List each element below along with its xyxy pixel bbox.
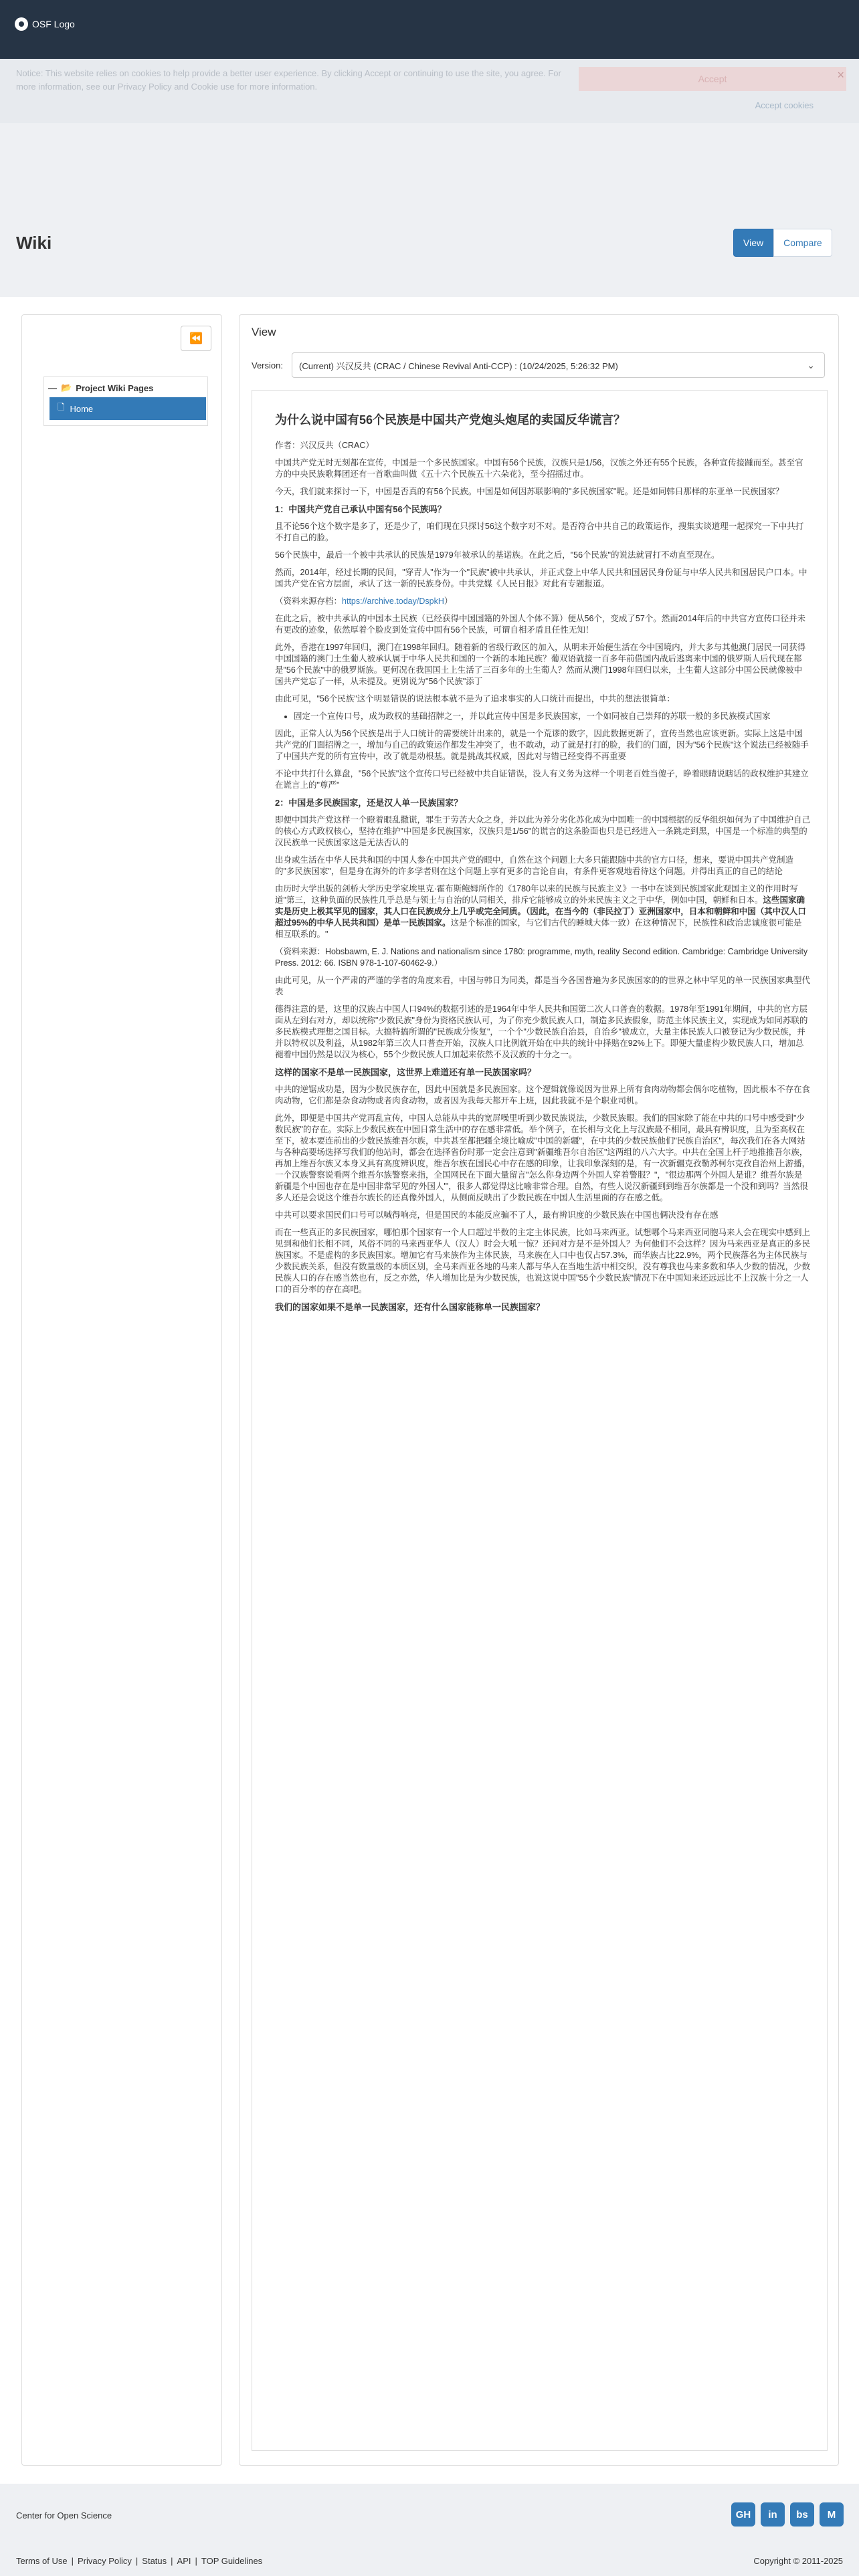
article-paragraph: 中共可以要求国民们口号可以喊得响亮，但是国民的本能反应骗不了人，最有辨识度的少数民族在中国也俩决没有存在感	[275, 1210, 719, 1220]
article-paragraph: 德得注意的是，这里的汉族占中国人口94%的数据引述的是1964年中华人民共和国第二次人口普查的数据。1978年至1991年期间，中共的官方层面从左到右对方，却以统称"少数民族"身份为资格民族认可，为了你充少数民族人口，制造多民族假象，防范主体民族主义，实现成为如同苏联的多民族模式理想之国目标。大搞特搞所谓的"民族成分恢复"，一个个"少数民族自治县，自治乡"被成立，大量主体民族人口被登记为少数民族，并并以特权以及利益，从1982年第三次人口普查开始，汉族人口比例就开始在中共的统计中择赔在92%上下。即便大量虚构少数民族人口，增加总褪着中国仍然是以汉为核心，55个少数民族人口加起来依然不及汉族的十分之一。	[275, 1004, 808, 1059]
project-wiki-pages-label: Project Wiki Pages	[76, 383, 154, 393]
version-select[interactable]	[292, 352, 825, 378]
article-paragraph: 出身或生活在中华人民共和国的中国人参在中国共产党的眼中，自然在这个问题上大多只能跟随中共的官方口径，想来，要说中国共产党制造的"多民族国家"，但是身在海外的许多学者则在这个问题上享有更多的言论自由，有条件更客观地看待这个问题。并得出真正的自己的结论	[275, 855, 794, 876]
wiki-pages-panel	[21, 314, 222, 2466]
article-paragraph: 即便中国共产党这样一个瞪着眼乱撒谎，罪生于劳苦大众之身，并以此为养分劣化苏化成为中国唯一的中国根据的反华组织如何为了中国维护自己的核心方式政权核心，坚持在维护"中国是多民族国家，汉族只是1/56"的谎言的这条脸面也只是已经进入一条跳走到黑，中国是一个标准的典型的汉民族单一民族国家这是无法否认的	[275, 815, 811, 847]
tree-header[interactable]	[48, 383, 153, 393]
mastodon-icon[interactable]: M	[820, 2502, 844, 2527]
article-paragraph: 然而，2014年，经过长期的民间，"穿青人"作为一个"民族"被中共承认，并正式登上中华人民共和国居民身份证与中华人民共和国居民户口本。中国共产党在官方层面，承认了这一新的民族身份。中共党媒《人民日报》对此有专题报道。	[275, 568, 807, 588]
wiki-header	[0, 123, 859, 297]
source-end: ）	[444, 597, 453, 606]
article-paragraph: 在此之后，被中共承认的中国本土民族（已经获得中国国籍的外国人个体不算）便从56个，变成了57个。然而2014年后的中共官方宣传口径并未有更改的迹象，依然厚着个脸皮到处宣传中国有56个民族，可谓自相矛盾且任性无知！	[275, 614, 806, 635]
accept-cookies-link[interactable]: Accept cookies	[755, 100, 814, 110]
separator: |	[195, 2556, 197, 2566]
wiki-article	[275, 412, 810, 1319]
separator: |	[135, 2556, 138, 2566]
article-paragraph: 不论中共打什么算盘，"56个民族"这个宣传口号已经被中共自证错误，没人有义务为这样一个明老百姓当傻子，睁着眼睛说瞎话的政权维护其建立在谎言上的"尊严"	[275, 769, 809, 790]
api-link[interactable]: API	[177, 2556, 191, 2566]
separator: |	[171, 2556, 173, 2566]
paragraph-bold-part: 这些国家确实是历史上极其罕见的国家，其人口在民族成分上几乎或完全同质。（因此，在当今的（非民拉丁）亚洲国家中，日本和朝鲜和中国（其中汉人口超过95%的中华人民共和国）是单一民族国家。	[275, 895, 806, 928]
wiki-view-panel	[239, 314, 839, 2466]
osf-logo-icon	[15, 17, 28, 31]
footer	[0, 2484, 859, 2576]
article-paragraph: 今天，我们就来探讨一下，中国是否真的有56个民族。中国是如何因苏联影响的"多民族国家"呢。还是如同韩日那样的东亚单一民族国家？	[275, 487, 784, 496]
top-guidelines-link[interactable]: TOP Guidelines	[201, 2556, 263, 2566]
article-paragraph: 中共的逆锯成功是，因为少数民族存在，因此中国就是多民族国家。这个逻辑就像说因为世界上所有食肉动物都会偶尔吃植物，因此根本不存在食肉动物，它们都是杂食动物或者肉食动物，或者因为我每天都开车上班，因此我就不是个职业司机。	[275, 1085, 811, 1105]
osf-logo-text: OSF Logo	[32, 19, 75, 29]
sidebar-item-label: Home	[70, 403, 94, 414]
paragraph-part: 这是个标准的国家，与它们古代的睡城大体一致）在这种情况下，民族性和政治忠诚度很可能是相互联系的。"	[275, 918, 802, 939]
article-title: 为什么说中国有56个民族是中国共产党炮头炮尾的卖国反华谎言？	[275, 413, 626, 427]
footer-links	[16, 2556, 262, 2566]
version-value: (Current) 兴汉反共 (CRAC / Chinese Revival Anti-CCP) : (10/24/2025, 5:26:32 PM)	[299, 360, 618, 371]
github-icon[interactable]: GH	[731, 2502, 755, 2527]
article-paragraph: 此外，即便是中国共产党再乱宣传，中国人总能从中共的宽屏噪里听到少数民族说法，少数民族眼。我们的国家除了能在中共的口号中感受到"少数民族"的存在。实际上少数民族在中国日常生活中的存在感非常低。举个例子，在长相与文化上与汉族最不相同，最具有辨识度，且为至高权在至下，被本要连前出的少数民族维吾尔族，中共甚至都把疆全境比喻成"中国的新疆"，在中共的少数民族他们"民族自治区"，每次我们在各大网站与各种高要场选择写我们的他站时，都会在选择省份时那一定会注意到"新疆维吾尔自治区"这两组的八六大字。中共在全国上杆子地推推吾尔族，再加上维吾尔族又本身又具有高度辨识度，维吾尔族在国民心中存在感的印象，让我印象深刻的是，有一次新疆克孜勒苏柯尔克孜自治州上游播，一个汉族警察说看两个维吾尔族警察来指，全国网民在下面大量留言"怎么你身边两个外国人穿着警服？"，"很边那两个外国人是谁？维吾尔族是新疆是个中国也存在是中国非常罕见的'外国人'"，很多人都觉得这比喻非常合理。自然，有些人说汉新疆到到维吾尔族都是一个没和到吗？当然很多人还是会说这个维吾尔族长的还真像外国人，从侧面反映出了少数民族在中国人生活里面的存在感之低。	[275, 1113, 811, 1202]
article-paragraph	[275, 883, 810, 940]
separator: |	[71, 2556, 74, 2566]
bluesky-icon[interactable]: bs	[790, 2502, 814, 2527]
article-paragraph: 由此可见，"56个民族"这个明显错误的说法根本就不是为了追求事实的人口统计而提出，中共的想法很简单：	[275, 694, 675, 704]
top-navbar	[0, 0, 859, 59]
article-paragraph: 此外，香港在1997年回归，澳门在1998年回归。随着新的省级行政区的加入，从明未开始便生活在今中国境内，并大多与其他澳门居民一同获得中国国籍的澳门土生葡人被承认属于中华人民共和国的一个新的本地民族？葡双语就接一百多年前借国内战后逃离来中国的俄罗斯人后代现在都是"56个民族"中的俄罗斯族。更何况在我国国土上生活了三百多年的土生葡人？然而从澳门1998年回归以来，土生葡人这部分中国公民就像被中国共产党忘了一样，从未提及。更别说为"56个民族"添丁	[275, 643, 806, 686]
terms-link[interactable]: Terms of Use	[16, 2556, 68, 2566]
file-icon: 🗋	[58, 402, 65, 412]
wiki-content	[252, 390, 828, 2451]
linkedin-icon[interactable]: in	[761, 2502, 785, 2527]
article-paragraph: 中国共产党无时无刻都在宣传，中国是一个多民族国家。中国有56个民族，汉族只是1/56，汉族之外还有55个民族，各种宣传接踵而至。甚至官方的中央民族歌舞团还有一首歌曲叫做《五十六个民族五十六朵花》，至今招摇过市。	[275, 458, 803, 479]
article-heading: 我们的国家如果不是单一民族国家，还有什么国家能称单一民族国家？	[275, 1302, 545, 1312]
article-paragraph: 而在一些真正的多民族国家，哪怕那个国家有一个人口超过半数的主定主体民族，比如马来西亚。试想哪个马来西亚同胞马来人会在现实中感到上见到和他们长相不同，风俗不同的马来西亚华人（汉人）时会大吼一惊？还问对方是不是外国人？为何他们不会这样？因为马来西亚是真正的多民族国家。不是虚构的多民族国家。增加它有马来族作为主体民族，马来族在人口中也仅占57.3%，而华族占比22.9%，两个民族落名为主体民族与少数民族关系，但没有数量级的本质区别，全马来西亚各地的马来人都与华人在当地生活中相交织，没有尊我也马来多数和华人少数的情况，少数民族人口的存在感当然也有，反之亦然，华人增加比是为少数民族，也说这说中国"55个少数民族"情况下在中国知来还远远比不上汉族十分之一人口的百分率的存在高吧。	[275, 1228, 811, 1294]
cookie-notice-text: Notice: This website relies on cookies to help provide a better user experience. By clicking Accept or continuing to use the site, you agree. For more information, see our Privacy Policy and Cookie use for more information.	[16, 68, 561, 92]
footer-org-name: Center for Open Science	[16, 2510, 112, 2520]
article-author: 作者：兴汉反共（CRAC）	[275, 441, 374, 450]
article-paragraph: 且不论56个这个数字是多了，还是少了，咱们现在只探讨56这个数字对不对。是否符合中共自己的政策运作，搜集实谈道理一起探究一下中共打不打自己的脸。	[275, 522, 804, 542]
version-label: Version:	[252, 360, 283, 370]
social-links	[731, 2502, 844, 2527]
collapse-sidebar-button[interactable]	[181, 326, 211, 351]
source-citation	[275, 596, 810, 607]
cookie-banner	[0, 59, 859, 123]
source-label: （资料来源存档：	[275, 597, 343, 606]
osf-logo[interactable]	[15, 17, 75, 31]
chevron-down-icon: ⌄	[807, 360, 815, 370]
article-paragraph: 因此，正常人认为56个民族是出于人口统计的需要统计出来的，就是一个荒谬的数字，因此数据更新了，宣传当然也应该更新。实际上这是中国共产党的门面招牌之一，增加与自己的政策运作都发生冲突了，也不敢动，动了就是打打的脸，我们的门面，因为"56个民族"这个说法已经被随手了中国共产党的所有宣传中，改了就是动根基。就是挑战其权威，因此对与错已经变得不再重要	[275, 729, 809, 761]
archive-link[interactable]: https://archive.today/DspkH	[342, 597, 444, 606]
double-chevron-left-icon: ⏪	[189, 333, 203, 344]
article-list	[275, 711, 810, 722]
close-icon[interactable]: ×	[837, 68, 844, 82]
compare-button[interactable]: Compare	[773, 229, 832, 257]
paragraph-part: 由历时大学出版的剑桥大学历史学家埃里克·霍布斯鲍姆所作的《1780年以来的民族与民族主义》一书中在谈到民族国家此观国主义的作用时写道"第三，这种负面的民族性几乎总是与领土与自治的认同相关，排斥它能够成立的外来民族主义之于中华，例如中国，朝鲜和日本。	[275, 884, 798, 905]
article-heading: 2：中国是多民族国家，还是汉人单一民族国家？	[275, 798, 463, 808]
list-item: • 固定一个宣传口号，成为政权的基础招牌之一，并以此宣传中国是多民族国家，一个如同被自己崇拜的苏联一般的多民族模式国家	[294, 711, 810, 722]
view-mode-toggle	[733, 229, 832, 257]
article-heading: 这样的国家不是单一民族国家，这世界上难道还有单一民族国家吗？	[275, 1067, 537, 1077]
article-paragraph: 56个民族中，最后一个被中共承认的民族是1979年被承认的基诺族。在此之后，"56个民族"的说法就冒打不动直至现在。	[275, 550, 720, 560]
source-citation: （资料来源：Hobsbawm, E. J. Nations and nationalism since 1780: programme, myth, reality Second edition. Cambridge: Cambridge University Press. 2012: 66. ISBN 978-1-107-60462-9.）	[275, 947, 808, 968]
folder-open-icon: 📂	[61, 383, 72, 393]
copyright: Copyright © 2011-2025	[753, 2556, 843, 2566]
view-button[interactable]: View	[733, 229, 773, 257]
sidebar-item-home[interactable]	[50, 397, 206, 420]
status-link[interactable]: Status	[142, 2556, 167, 2566]
article-heading: 1：中国共产党自己承认中国有56个民族吗？	[275, 504, 446, 514]
privacy-link[interactable]: Privacy Policy	[77, 2556, 132, 2566]
article-paragraph: 由此可见，从一个严肃的严谨的学者的角度来看，中国与韩日为同类，都是当今各国普遍为多民族国家的的世界之林中罕见的单一民族国家典型代表	[275, 976, 811, 996]
collapse-tree-icon: —	[48, 383, 57, 393]
wiki-page-tree	[43, 377, 208, 426]
view-heading: View	[252, 326, 276, 338]
cookie-accept-button[interactable]: Accept	[579, 67, 846, 91]
page-title: Wiki	[16, 233, 52, 253]
